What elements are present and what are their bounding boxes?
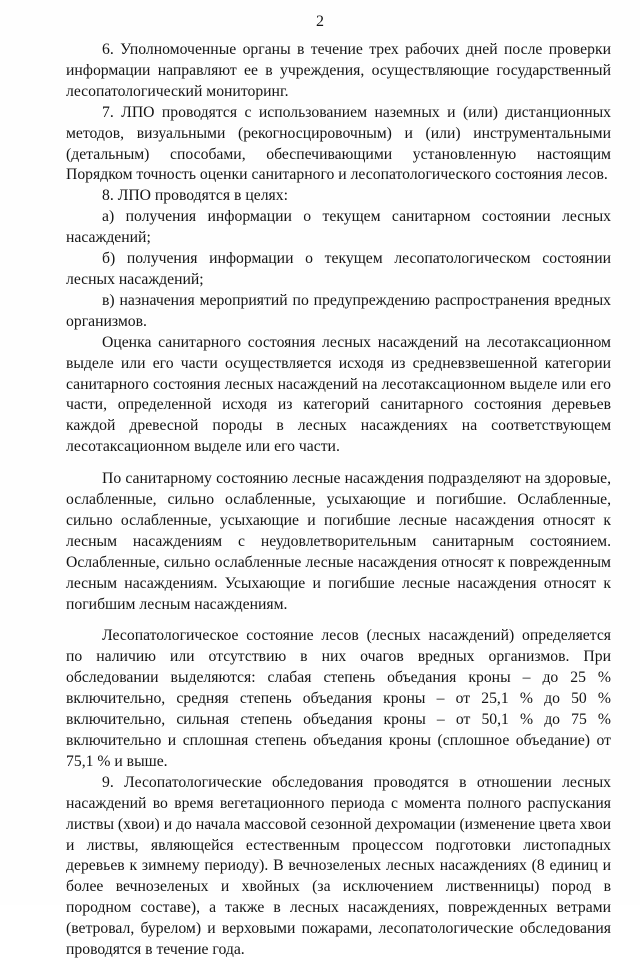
paragraph-item-7: 7. ЛПО проводятся с использованием наземных и (или) дистанционных методов, визуальными (рекогносцировочным) и (или) инструментальными (детальным) способами, обеспечивающими установленную настоящим Порядком точность оценки санитарного и лесопатологического состояния лесов. xyxy=(66,103,611,184)
paragraph-sanitary-categories: По санитарному состоянию лесные насаждения подразделяют на здоровые, ослабленные, сильно ослабленные, усыхающие и погибшие. Ослабленные, сильно ослабленные, усыхающие и погибшие лесные насаждения относят к лесным насаждениям с неудовлетворительным санитарным состоянием. Ослабленные, сильно ослабленные лесные насаждения относят к поврежденным лесным насаждениям. Усыхающие и погибшие лесные насаждения относят к погибшим лесным насаждениям. xyxy=(66,470,611,613)
paragraph-subitem-b: б) получения информации о текущем лесопатологическом состоянии лесных насаждений; xyxy=(66,250,611,288)
paragraph-subitem-v: в) назначения мероприятий по предупреждению распространения вредных организмов. xyxy=(66,291,611,330)
paragraph-subitem-a: а) получения информации о текущем санитарном состоянии лесных насаждений; xyxy=(66,208,611,247)
paragraph-item-8: 8. ЛПО проводятся в целях: xyxy=(102,187,288,205)
paragraph-forest-pathology-state: Лесопатологическое состояние лесов (лесных насаждений) определяется по наличию или отсутствию в них очагов вредных организмов. При обследовании выделяются: слабая степень объедания кроны – до 25 % включительно, средняя степень объедания кроны – от 25,1 % до 50 % включительно, сильная степень объедания кроны – от 50,1 % до 75 % включительно и сплошная степень объедания кроны (сплошное объедание) от 75,1 % и выше. xyxy=(66,627,611,770)
page-number: 2 xyxy=(316,13,324,30)
paragraph-item-9: 9. Лесопатологические обследования проводятся в отношении лесных насаждений во время вегетационного периода с момента полного распускания листвы (хвои) и до начала массовой сезонной дехромации (изменение цвета хвои и листвы, являющейся естественным процессом подготовки листопадных деревьев к зимнему периоду). В вечнозеленых лесных насаждениях (8 единиц и более вечнозеленых и хвойных (за исключением лиственницы) пород в породном составе), а также в лесных насаждениях, поврежденных ветрами (ветровал, бурелом) и верховыми пожарами, лесопатологические обследования проводятся в течение года. xyxy=(66,773,611,959)
paragraph-sanitary-assessment: Оценка санитарного состояния лесных насаждений на лесотаксационном выделе или его части осуществляется исходя из средневзвешенной категории санитарного состояния лесных насаждений на лесотаксационном выделе или его части, определенной исходя из категорий санитарного состояния деревьев каждой древесной породы в лесных насаждениях на соответствующем лесотаксационном выделе или его части. xyxy=(66,333,611,456)
paragraph-item-6: 6. Уполномоченные органы в течение трех рабочих дней после проверки информации направляют ее в учреждения, осуществляющие государственный лесопатологический мониторинг. xyxy=(66,41,611,100)
document-body xyxy=(66,40,611,961)
